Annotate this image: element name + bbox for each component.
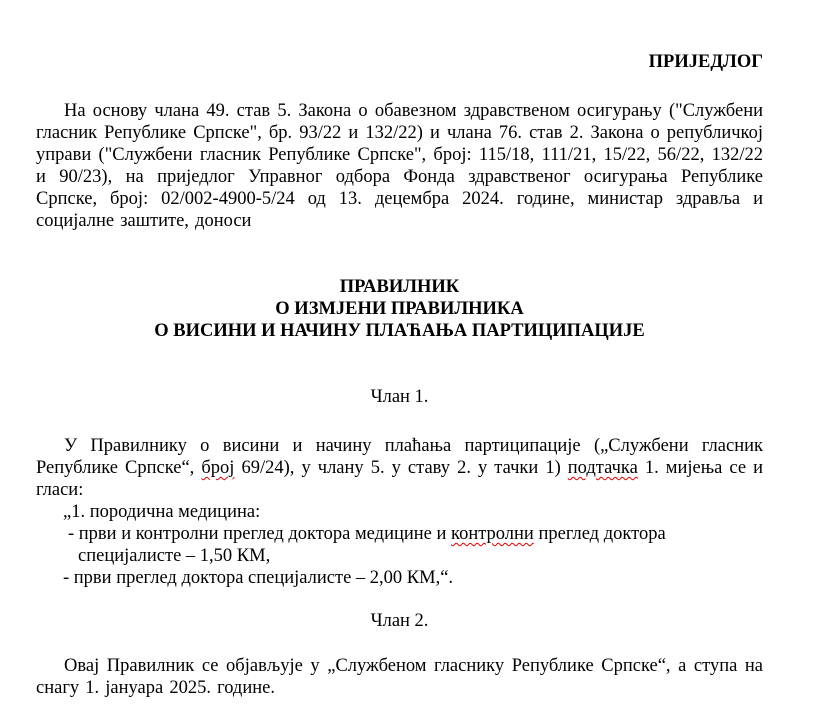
article-1-paragraph xyxy=(36,435,763,501)
article-1-text-segment-1: У Правилнику о висини и начину плаћања партиципације („Службени гласник Републике Српске“, xyxy=(36,436,763,478)
misspelled-word-broj[interactable]: број xyxy=(201,458,235,478)
list-item-1-segment-1: - први и контролни преглед доктора медицине и xyxy=(68,524,452,544)
title-line-3: О ВИСИНИ И НАЧИНУ ПЛАЋАЊА ПАРТИЦИПАЦИЈЕ xyxy=(154,321,645,341)
article-1-text-segment-2: 69/24), у члану 5. у ставу 2. у тачки 1) xyxy=(234,458,568,478)
title-line-1: ПРАВИЛНИК xyxy=(339,277,460,297)
list-item-2: - први преглед доктора специјалисте – 2,00 КМ,“. xyxy=(63,568,454,588)
document-title xyxy=(36,276,763,342)
title-line-2: О ИЗМЈЕНИ ПРАВИЛНИКА xyxy=(275,299,524,319)
misspelled-word-kontrolni[interactable]: контролни xyxy=(451,524,534,544)
article-1-text-segment-3: 1. мијења се и гласи: xyxy=(36,458,763,500)
list-item-1-segment-2: преглед доктора специјалисте – 1,50 КМ, xyxy=(78,524,666,566)
list-item-1 xyxy=(68,523,763,567)
preamble-paragraph: На основу члана 49. став 5. Закона о обавезном здравственом осигурању ("Службени гласник Републике Српске", бр. 93/22 и 132/22) и члана 76. став 2. Закона о републичкој управи ("Службени гласник Републике Српске", број: 115/18, 111/21, 15/22, 56/22, 132/22 и 90/23), на приједлог Управног одбора Фонда здравственог осигурања Републике Српске, број: 02/002-4900-5/24 од 13. децембра 2024. године, министар здравља и социјалне заштите, доноси xyxy=(36,101,763,231)
article-2-heading: Члан 2. xyxy=(370,611,429,631)
quoted-item-intro: „1. породична медицина: xyxy=(63,502,261,522)
proposal-label: ПРИЈЕДЛОГ xyxy=(648,52,763,72)
misspelled-word-podtacka[interactable]: подтачка xyxy=(567,458,638,478)
article-1-heading: Члан 1. xyxy=(370,387,429,407)
article-2-paragraph: Овај Правилник се објављује у „Службеном гласнику Републике Српске“, а ступа на снагу 1. јануара 2025. године. xyxy=(36,656,763,698)
